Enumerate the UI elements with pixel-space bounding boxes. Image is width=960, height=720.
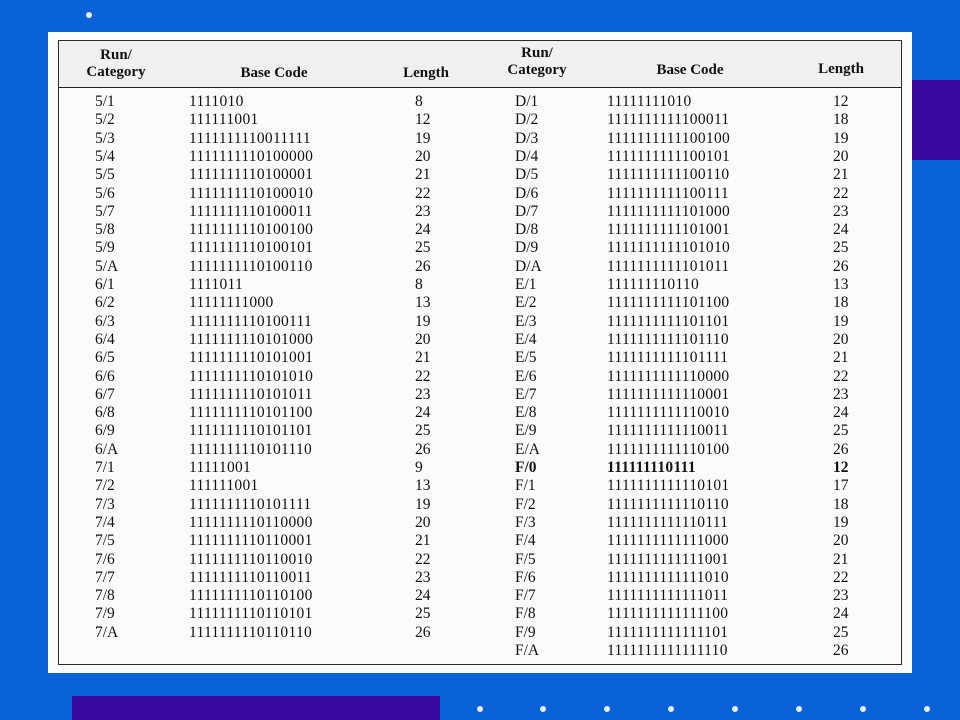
base-code-cell: 1111111110100101 — [189, 239, 314, 257]
base-code-cell: 1111111111111000 — [607, 532, 729, 550]
base-code-cell: 1111111111101100 — [607, 294, 730, 312]
bottom-dot — [540, 706, 546, 712]
length-cell: 21 — [415, 532, 431, 550]
header-line: Run/ — [100, 47, 132, 63]
table-frame — [58, 40, 902, 665]
base-code-cell: 1111111110101101 — [189, 422, 313, 440]
base-code-cell: 1111111111111101 — [607, 623, 729, 641]
length-cell: 23 — [415, 568, 431, 586]
base-code-cell: 1111111110101001 — [189, 349, 314, 367]
run-category-cell: F/8 — [515, 605, 536, 623]
base-code-cell: 1111111111101010 — [607, 239, 731, 257]
run-category-cell: 7/3 — [95, 495, 115, 513]
run-category-cell: 7/6 — [95, 550, 115, 568]
run-category-cell: 5/7 — [95, 202, 115, 220]
run-category-cell: E/9 — [515, 422, 537, 440]
base-code-cell: 1111111111100110 — [607, 166, 730, 184]
bottom-dot — [604, 706, 610, 712]
length-cell: 18 — [833, 294, 849, 312]
base-code-cell: 1111111110011111 — [189, 129, 311, 147]
base-code-cell: 1111111111101111 — [607, 349, 729, 367]
header-line: Category — [507, 62, 567, 78]
length-cell: 20 — [833, 147, 849, 165]
base-code-cell: 1111111111101000 — [607, 202, 731, 220]
run-category-cell: D/3 — [515, 129, 539, 147]
run-category-cell: 6/8 — [95, 404, 115, 422]
length-cell: 26 — [415, 440, 431, 458]
right-length-header: Length — [818, 61, 864, 77]
run-category-cell: F/0 — [515, 459, 537, 476]
right-accent-block — [912, 80, 960, 160]
base-code-cell: 1111111111110011 — [607, 422, 729, 440]
bottom-accent-bar — [72, 696, 440, 720]
length-cell: 24 — [415, 221, 431, 239]
base-code-cell: 1111111111110110 — [607, 495, 729, 513]
run-category-cell: E/7 — [515, 385, 537, 403]
base-code-cell: 1111111111111100 — [607, 605, 729, 623]
base-code-cell: 1111111111100100 — [607, 129, 731, 147]
run-category-cell: E/4 — [515, 330, 537, 348]
base-code-cell: 1111111110101110 — [189, 440, 313, 458]
run-category-cell: D/2 — [515, 111, 539, 129]
run-category-cell: D/7 — [515, 202, 539, 220]
base-code-cell: 1111111110110011 — [189, 568, 313, 586]
length-cell: 18 — [833, 111, 849, 129]
base-code-cell: 1111111110100000 — [189, 147, 314, 165]
base-code-cell: 1111111110101000 — [189, 330, 314, 348]
base-code-cell: 1111111111100111 — [607, 184, 729, 202]
bottom-dot — [860, 706, 866, 712]
length-cell: 19 — [415, 129, 431, 147]
length-cell: 20 — [415, 147, 431, 165]
run-category-cell: 5/8 — [95, 221, 115, 239]
run-category-cell: 5/2 — [95, 111, 115, 129]
bottom-dot — [796, 706, 802, 712]
base-code-cell: 1111111110110000 — [189, 513, 313, 531]
length-cell: 20 — [415, 330, 431, 348]
length-cell: 24 — [833, 605, 849, 623]
right-run-category-header — [487, 45, 587, 79]
length-cell: 13 — [833, 276, 849, 293]
run-category-cell: 6/A — [95, 440, 119, 458]
length-cell: 22 — [415, 550, 431, 568]
left-base-code-header: Base Code — [240, 65, 308, 81]
length-cell: 26 — [415, 623, 431, 641]
length-cell: 19 — [833, 513, 849, 531]
base-code-cell: 11111001 — [189, 459, 252, 476]
run-category-cell: E/8 — [515, 404, 537, 422]
run-category-cell: 5/A — [95, 257, 119, 275]
bottom-dot — [924, 706, 930, 712]
run-category-cell: F/9 — [515, 623, 536, 641]
base-code-cell: 1111111110110100 — [189, 587, 313, 605]
base-code-cell: 1111111111101001 — [607, 221, 731, 239]
run-category-cell: 6/1 — [95, 276, 115, 293]
run-category-cell: D/6 — [515, 184, 539, 202]
base-code-cell: 1111111111101110 — [607, 330, 729, 348]
base-code-cell: 1111111110100010 — [189, 184, 314, 202]
run-category-cell: 7/1 — [95, 459, 115, 476]
right-base-code-header: Base Code — [656, 62, 724, 78]
base-code-cell: 1111111110100011 — [189, 202, 313, 220]
run-category-cell: 7/4 — [95, 513, 115, 531]
run-category-cell: 6/7 — [95, 385, 115, 403]
length-cell: 23 — [415, 202, 431, 220]
length-cell: 22 — [415, 367, 431, 385]
base-code-cell: 1111111110100110 — [189, 257, 313, 275]
length-cell: 25 — [415, 422, 431, 440]
base-code-cell: 1111111111111011 — [607, 587, 729, 605]
base-code-cell: 1111111110101111 — [189, 495, 312, 513]
run-category-cell: E/1 — [515, 276, 537, 293]
run-category-cell: E/5 — [515, 349, 537, 367]
base-code-cell: 1111111110100111 — [189, 312, 313, 330]
length-cell: 13 — [415, 477, 431, 495]
base-code-cell: 111111110110 — [607, 276, 699, 293]
base-code-cell: 1111111111110010 — [607, 404, 730, 422]
length-cell: 8 — [415, 276, 423, 293]
length-cell: 23 — [415, 385, 431, 403]
base-code-cell: 1111111110110001 — [189, 532, 313, 550]
bottom-dot — [732, 706, 738, 712]
length-cell: 24 — [833, 404, 849, 422]
run-category-cell: F/1 — [515, 477, 536, 495]
length-cell: 8 — [415, 93, 423, 110]
length-cell: 26 — [833, 257, 849, 275]
run-category-cell: 6/5 — [95, 349, 115, 367]
length-cell: 12 — [833, 459, 849, 476]
left-length-header: Length — [403, 65, 449, 81]
bottom-dot — [477, 706, 483, 712]
run-category-cell: D/5 — [515, 166, 539, 184]
base-code-cell: 1111111111111110 — [607, 642, 728, 659]
run-category-cell: F/A — [515, 642, 540, 659]
run-category-cell: 5/5 — [95, 166, 115, 184]
base-code-cell: 1111111110110010 — [189, 550, 313, 568]
base-code-cell: 1111111110110110 — [189, 623, 313, 641]
run-category-cell: 5/1 — [95, 93, 115, 110]
base-code-cell: 1111111111111010 — [607, 568, 729, 586]
length-cell: 24 — [833, 221, 849, 239]
base-code-cell: 111111001 — [189, 111, 259, 129]
length-cell: 12 — [833, 93, 849, 110]
run-category-cell: 6/3 — [95, 312, 115, 330]
base-code-cell: 1111111111111001 — [607, 550, 729, 568]
length-cell: 21 — [415, 166, 431, 184]
length-cell: 23 — [833, 385, 849, 403]
base-code-cell: 1111111111110000 — [607, 367, 730, 385]
length-cell: 24 — [415, 587, 431, 605]
length-cell: 19 — [833, 129, 849, 147]
run-category-cell: D/A — [515, 257, 542, 275]
base-code-cell: 1111111110110101 — [189, 605, 313, 623]
run-category-cell: F/4 — [515, 532, 536, 550]
length-cell: 22 — [415, 184, 431, 202]
length-cell: 26 — [415, 257, 431, 275]
length-cell: 13 — [415, 294, 431, 312]
length-cell: 21 — [833, 550, 849, 568]
length-cell: 26 — [833, 642, 849, 659]
base-code-cell: 1111111110100100 — [189, 221, 314, 239]
run-category-cell: F/2 — [515, 495, 536, 513]
base-code-cell: 111111001 — [189, 477, 259, 495]
run-category-cell: F/5 — [515, 550, 536, 568]
huffman-code-table — [48, 32, 912, 673]
length-cell: 26 — [833, 440, 849, 458]
base-code-cell: 1111111111110101 — [607, 477, 730, 495]
length-cell: 25 — [415, 239, 431, 257]
top-left-dot — [86, 12, 92, 18]
base-code-cell: 1111010 — [189, 93, 244, 110]
run-category-cell: 7/5 — [95, 532, 115, 550]
length-cell: 19 — [833, 312, 849, 330]
base-code-cell: 1111111110101010 — [189, 367, 314, 385]
left-run-category-header — [71, 47, 161, 81]
length-cell: 22 — [833, 184, 849, 202]
header-line: Category — [86, 64, 146, 80]
length-cell: 12 — [415, 111, 431, 129]
length-cell: 20 — [833, 532, 849, 550]
run-category-cell: 7/9 — [95, 605, 115, 623]
base-code-cell: 11111111010 — [607, 93, 692, 110]
length-cell: 19 — [415, 312, 431, 330]
base-code-cell: 1111111111110001 — [607, 385, 730, 403]
base-code-cell: 1111111111101011 — [607, 257, 730, 275]
run-category-cell: F/7 — [515, 587, 536, 605]
length-cell: 22 — [833, 568, 849, 586]
run-category-cell: 6/4 — [95, 330, 115, 348]
base-code-cell: 11111111000 — [189, 294, 274, 312]
base-code-cell: 111111110111 — [607, 459, 696, 476]
run-category-cell: 7/2 — [95, 477, 115, 495]
header-line: Run/ — [521, 45, 553, 61]
base-code-cell: 1111111111100101 — [607, 147, 731, 165]
run-category-cell: 6/6 — [95, 367, 115, 385]
base-code-cell: 1111111110100001 — [189, 166, 314, 184]
base-code-cell: 1111111111100011 — [607, 111, 730, 129]
length-cell: 25 — [833, 239, 849, 257]
run-category-cell: E/A — [515, 440, 540, 458]
length-cell: 20 — [415, 513, 431, 531]
length-cell: 25 — [415, 605, 431, 623]
run-category-cell: D/8 — [515, 221, 539, 239]
length-cell: 17 — [833, 477, 849, 495]
length-cell: 22 — [833, 367, 849, 385]
run-category-cell: F/6 — [515, 568, 536, 586]
run-category-cell: D/1 — [515, 93, 539, 110]
run-category-cell: 7/7 — [95, 568, 115, 586]
run-category-cell: 5/4 — [95, 147, 115, 165]
length-cell: 20 — [833, 330, 849, 348]
base-code-cell: 1111111111110100 — [607, 440, 730, 458]
run-category-cell: D/4 — [515, 147, 539, 165]
run-category-cell: E/3 — [515, 312, 537, 330]
run-category-cell: 5/6 — [95, 184, 115, 202]
length-cell: 25 — [833, 422, 849, 440]
base-code-cell: 1111111111110111 — [607, 513, 729, 531]
length-cell: 19 — [415, 495, 431, 513]
base-code-cell: 1111011 — [189, 276, 244, 293]
run-category-cell: F/3 — [515, 513, 536, 531]
run-category-cell: 6/9 — [95, 422, 115, 440]
length-cell: 9 — [415, 459, 423, 476]
base-code-cell: 1111111110101011 — [189, 385, 313, 403]
length-cell: 21 — [833, 166, 849, 184]
base-code-cell: 1111111110101100 — [189, 404, 313, 422]
run-category-cell: E/6 — [515, 367, 537, 385]
run-category-cell: 5/3 — [95, 129, 115, 147]
length-cell: 23 — [833, 587, 849, 605]
length-cell: 24 — [415, 404, 431, 422]
run-category-cell: 5/9 — [95, 239, 115, 257]
length-cell: 18 — [833, 495, 849, 513]
bottom-dot — [668, 706, 674, 712]
length-cell: 25 — [833, 623, 849, 641]
run-category-cell: D/9 — [515, 239, 539, 257]
run-category-cell: 6/2 — [95, 294, 115, 312]
run-category-cell: E/2 — [515, 294, 537, 312]
table-header — [59, 41, 901, 88]
run-category-cell: 7/8 — [95, 587, 115, 605]
base-code-cell: 1111111111101101 — [607, 312, 730, 330]
length-cell: 23 — [833, 202, 849, 220]
length-cell: 21 — [833, 349, 849, 367]
run-category-cell: 7/A — [95, 623, 119, 641]
length-cell: 21 — [415, 349, 431, 367]
